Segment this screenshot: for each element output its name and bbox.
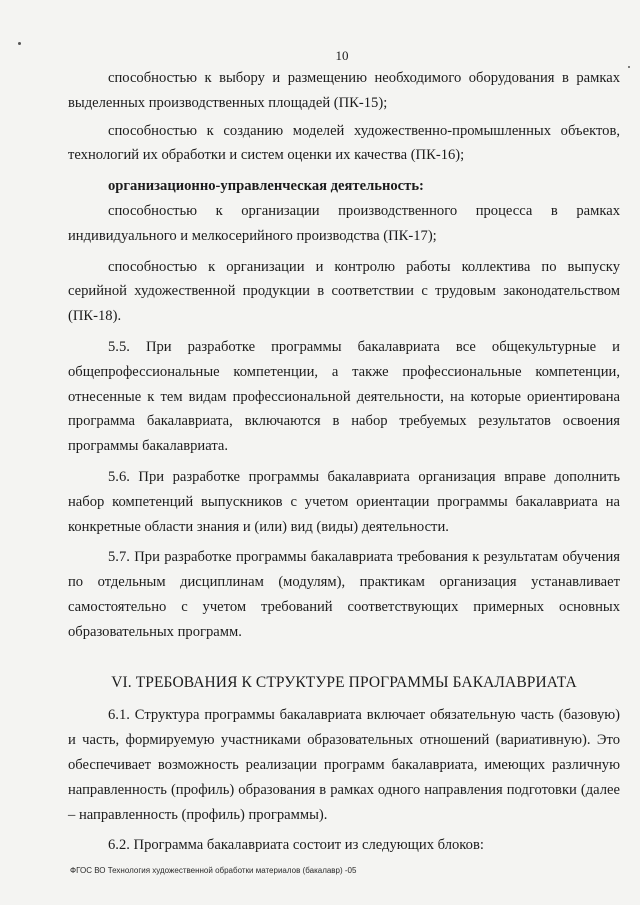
paragraph-5-7: 5.7. При разработке программы бакалавриата требования к результатам обучения по отдельным дисциплинам (модулям), практикам организация устанавливает самостоятельно с учетом требований соответствующих примерных основных образовательных программ. [68, 549, 620, 640]
footer: ФГОС ВО Технология художественной обработки материалов (бакалавр) -05 [70, 866, 357, 875]
paragraph-5-6: 5.6. При разработке программы бакалавриата организация вправе дополнить набор компетенций выпускников с учетом ориентации программы бакалавриата на конкретные области знания и (или) вид (виды) деятельности. [68, 468, 620, 535]
paragraph-pk16: способностью к созданию моделей художественно-промышленных объектов, технологий их обработки и систем оценки их качества (ПК-16); [68, 122, 620, 164]
scan-speck [18, 42, 21, 45]
paragraph-5-5: 5.5. При разработке программы бакалавриата все общекультурные и общепрофессиональные компетенции, а также профессиональные компетенции, отнесенные к тем видам профессиональной деятельности, на которые ориентирована программа бакалавриата, включаются в набор требуемых результатов освоения программы бакалавриата. [68, 338, 620, 455]
paragraph-pk18: способностью к организации и контролю работы коллектива по выпуску серийной художественной продукции в соответствии с трудовым законодательством (ПК-18). [68, 258, 620, 325]
paragraph-pk15: способностью к выбору и размещению необходимого оборудования в рамках выделенных производственных площадей (ПК-15); [68, 70, 620, 111]
document-body [68, 66, 620, 858]
paragraph-6-1: 6.1. Структура программы бакалавриата включает обязательную часть (базовую) и часть, формируемую участниками образовательных отношений (вариативную). Это обеспечивает возможность реализации программ бакалавриата, имеющих различную направленность (профиль) образования в рамках одного направления подготовки (далее – направленность (профиль) программы). [68, 707, 620, 823]
paragraph-6-2: 6.2. Программа бакалавриата состоит из следующих блоков: [108, 837, 484, 854]
scan-speck [628, 66, 630, 68]
subheading-management: организационно-управленческая деятельность: [108, 178, 424, 195]
section-title: VI. ТРЕБОВАНИЯ К СТРУКТУРЕ ПРОГРАММЫ БАКАЛАВРИАТА [111, 673, 577, 691]
page-number: 10 [335, 48, 349, 63]
paragraph-pk17: способностью к организации производственного процесса в рамках индивидуального и мелкосерийного производства (ПК-17); [68, 202, 620, 244]
